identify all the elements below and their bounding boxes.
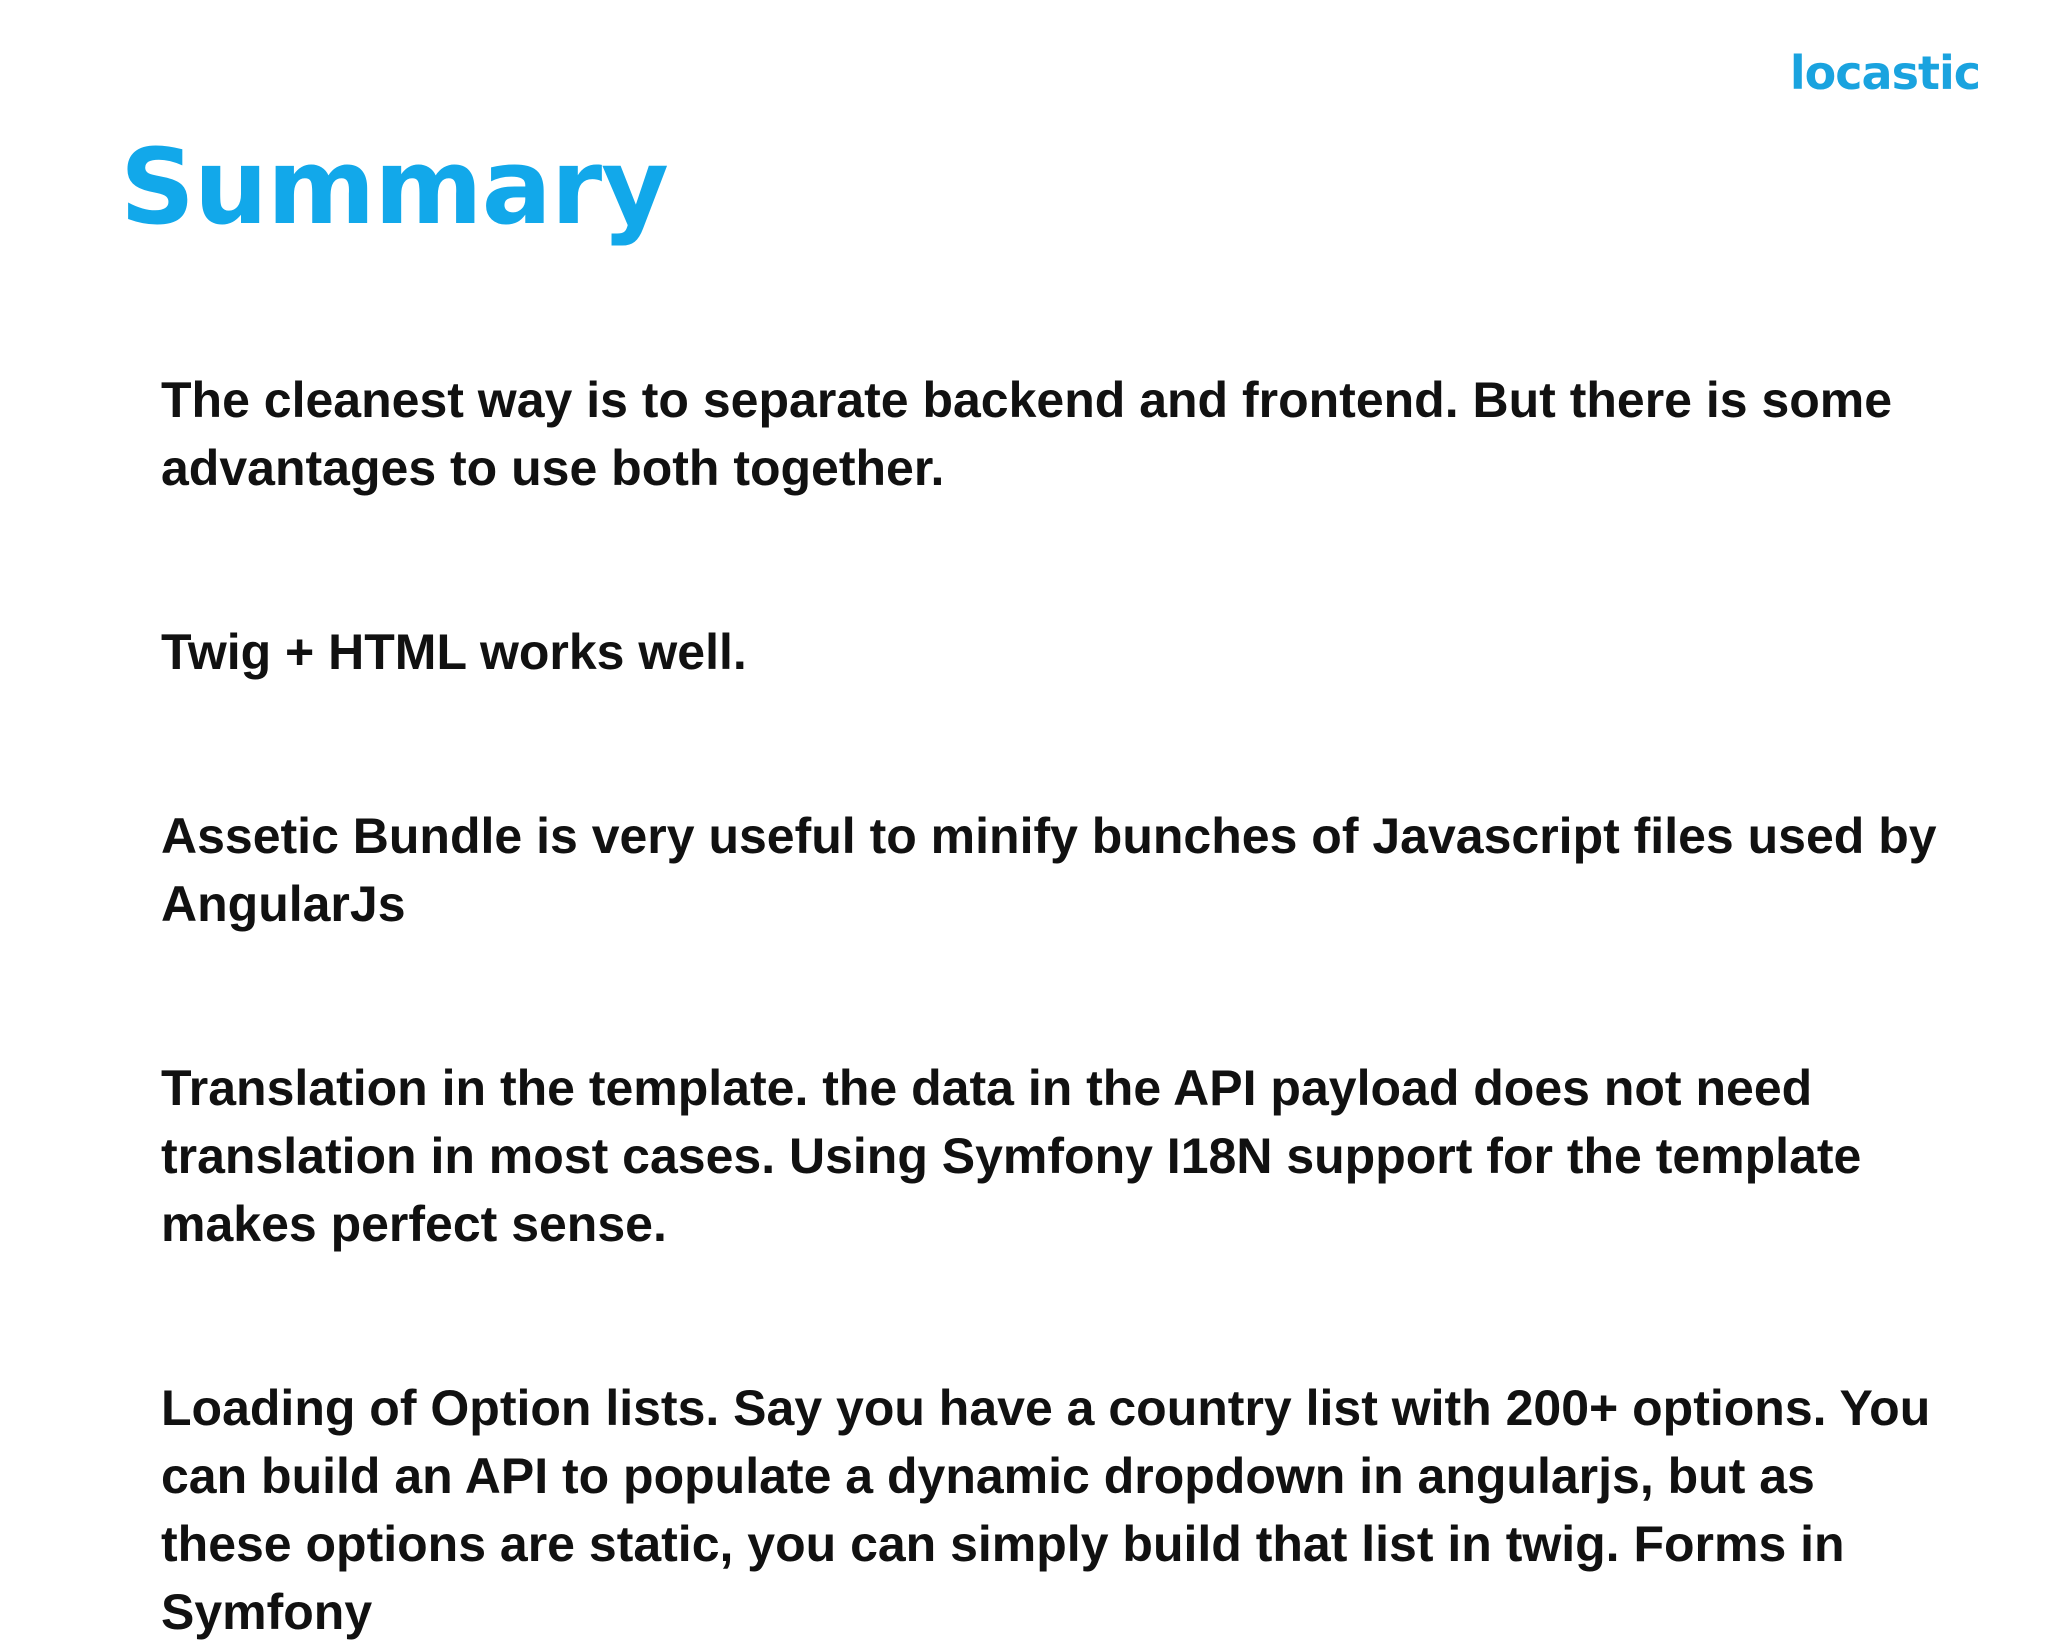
paragraph-assetic: Assetic Bundle is very useful to minify bunches of Javascript files used by AngularJs bbox=[161, 808, 1937, 932]
paragraph-separation: The cleanest way is to separate backend and frontend. But there is some advantages to use both together. bbox=[161, 372, 1893, 496]
paragraph-translation: Translation in the template. the data in the API payload does not need translation in most cases. Using Symfony I18N support for the template makes perfect sense. bbox=[161, 1060, 1862, 1252]
paragraph-option-lists: Loading of Option lists. Say you have a country list with 200+ options. You can build an API to populate a dynamic dropdown in angularjs, but as these options are static, you can simply build that list in twig. Forms in Symfony bbox=[161, 1380, 1931, 1640]
paragraph-twig-html: Twig + HTML works well. bbox=[161, 624, 747, 680]
slide-body bbox=[161, 366, 1951, 1646]
slide-title: Summary bbox=[120, 126, 668, 248]
locastic-logo: locastic bbox=[1789, 46, 1980, 100]
